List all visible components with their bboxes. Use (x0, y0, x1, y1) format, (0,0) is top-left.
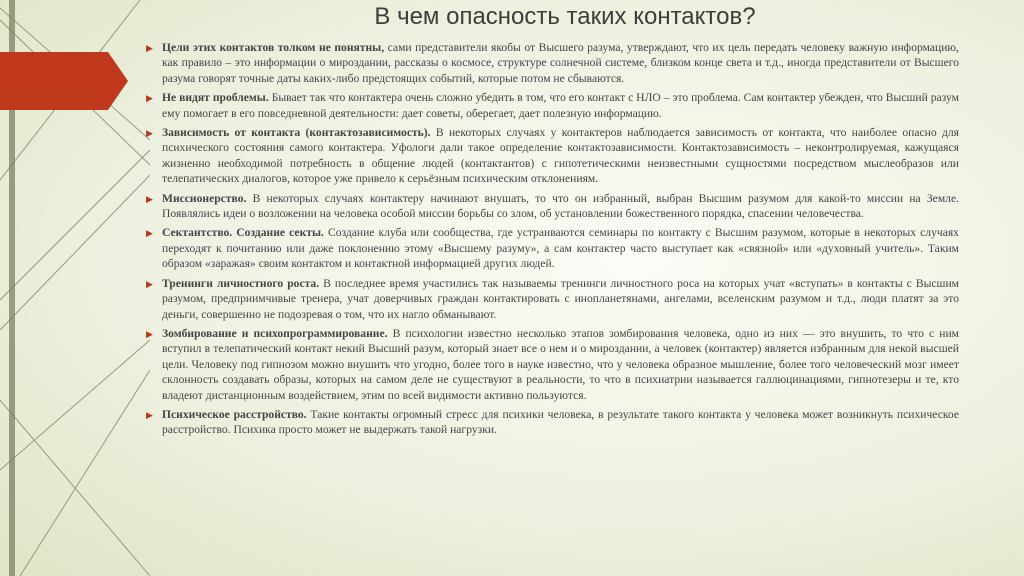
list-item-mission (146, 191, 959, 222)
item-text: сами представители якобы от Высшего разума, утверждают, что их цель передать человеку важную информацию, как правило – это информации о мироздании, рассказы о космосе, структуре солнечной системе, близком конце света и т.д., иногда представители от Высшего разума говорят точные даты каких-либо предстоящих событий, которые потом не сбываются. (162, 41, 959, 85)
item-text: В последнее время участились так называемы тренинги личностного роса на которых учат «вступать» в контакты с Высшим разумом, предприимчивые тренера, учат доверчивых граждан контактировать с инопланетянами, ангелами, вселенским разумом и т.д., люди платят за это деньги, совершенно не подозревая о том, что их нагло обманывают. (162, 276, 959, 321)
bullet-arrow-icon: ▶ (146, 279, 153, 290)
item-heading: Миссионерство. (162, 191, 247, 205)
item-heading: Не видят проблемы. (162, 91, 269, 105)
item-heading: Психическое расстройство. (162, 407, 307, 421)
item-text: В психологии известно несколько этапов зомбирования человека, одно из них — это внушить, то что с ним вступил в телепатический контакт некий Высший разум, который знает все о нем и о мироздании, а человек (контактер) является избранным для некой высшей цели. Человеку под гипнозом можно внушить что угодно, более того в науке известно, что у человека образное мышление, более того человеческий мозг имеет склонность создавать образы, которых на самом деле не существуют в реальности, то что в психиатрии называется галлюцинациями, гипнотезеры и те, кто владеют дистанционным воздействием, этим по всей видимости активно пользуются. (162, 326, 959, 402)
red-arrow-shape (0, 52, 128, 110)
bullet-arrow-icon: ▶ (146, 229, 153, 240)
item-text: В некоторых случаях контактеру начинают внушать, то что он избранный, выбран Высшим разумом для какой-то миссии на Земле. Появлялись идеи о возложении на человека особой миссии борьбы со злом, об установлении божественного порядка, спасении человечества. (162, 191, 959, 221)
item-text: Бывает так что контактера очень сложно убедить в том, что его контакт с НЛО – это проблема. Сам контактер убежден, что Высший разум ему помогает в его повседневной деятельности: дает советы, оберегает, дает полезную информацию. (162, 91, 960, 120)
item-text: В некоторых случаях у контактеров наблюдается зависимость от контакта, что наиболее опасно для психического состояния самого контактера. Уфологи дали такое определение контактозависимости. Контактозависимость – неконтролируемая, кажущаяся жизненно необходимой потребность в общение людей (контактантов) с гипотетическими неизвестными сущностями посредством мыслеобразов или телепатических диалогов, которое уже привело к серьёзным психическим отклонениям. (162, 126, 959, 186)
bullet-list (146, 40, 959, 442)
bullet-arrow-icon: ▶ (146, 194, 153, 205)
list-item-trainings (146, 276, 959, 322)
bullet-arrow-icon: ▶ (146, 129, 153, 140)
bullet-arrow-icon: ▶ (146, 329, 153, 340)
item-heading: Сектантство. Создание секты. (162, 226, 324, 240)
item-text: Создание клуба или сообщества, где устраиваются семинары по контакту с Высшим разумом, которые в некоторых случаях переходят к почитанию или даже поклонению этому «Высшему разуму», а сам контактер часто выступает как «связной» или «духовный учитель». Таким образом «заражая» своим контактом и контактной информацией других людей. (162, 226, 959, 271)
bullet-arrow-icon: ▶ (146, 44, 153, 54)
item-heading: Цели этих контактов толком не понятны, (162, 41, 385, 54)
list-item-problems (146, 90, 959, 121)
list-item-disorder (146, 407, 959, 438)
item-heading: Тренинги личностного роста. (162, 276, 320, 290)
item-heading: Зависимость от контакта (контактозависимость). (162, 126, 431, 140)
list-item-zombie (146, 326, 959, 403)
list-item-sect (146, 225, 959, 271)
slide-title: В чем опасность таких контактов? (374, 3, 756, 30)
bullet-arrow-icon: ▶ (146, 94, 153, 105)
list-item-goals (146, 40, 959, 86)
decorative-lines (0, 0, 150, 576)
item-text: Такие контакты огромный стресс для психики человека, в результате такого контакта у человека может возникнуть психическое расстройство. Психика просто может не выдержать такой нагрузки. (162, 407, 959, 437)
list-item-dependency (146, 125, 959, 187)
bullet-arrow-icon: ▶ (146, 410, 153, 421)
item-heading: Зомбирование и психопрограммирование. (162, 326, 388, 340)
